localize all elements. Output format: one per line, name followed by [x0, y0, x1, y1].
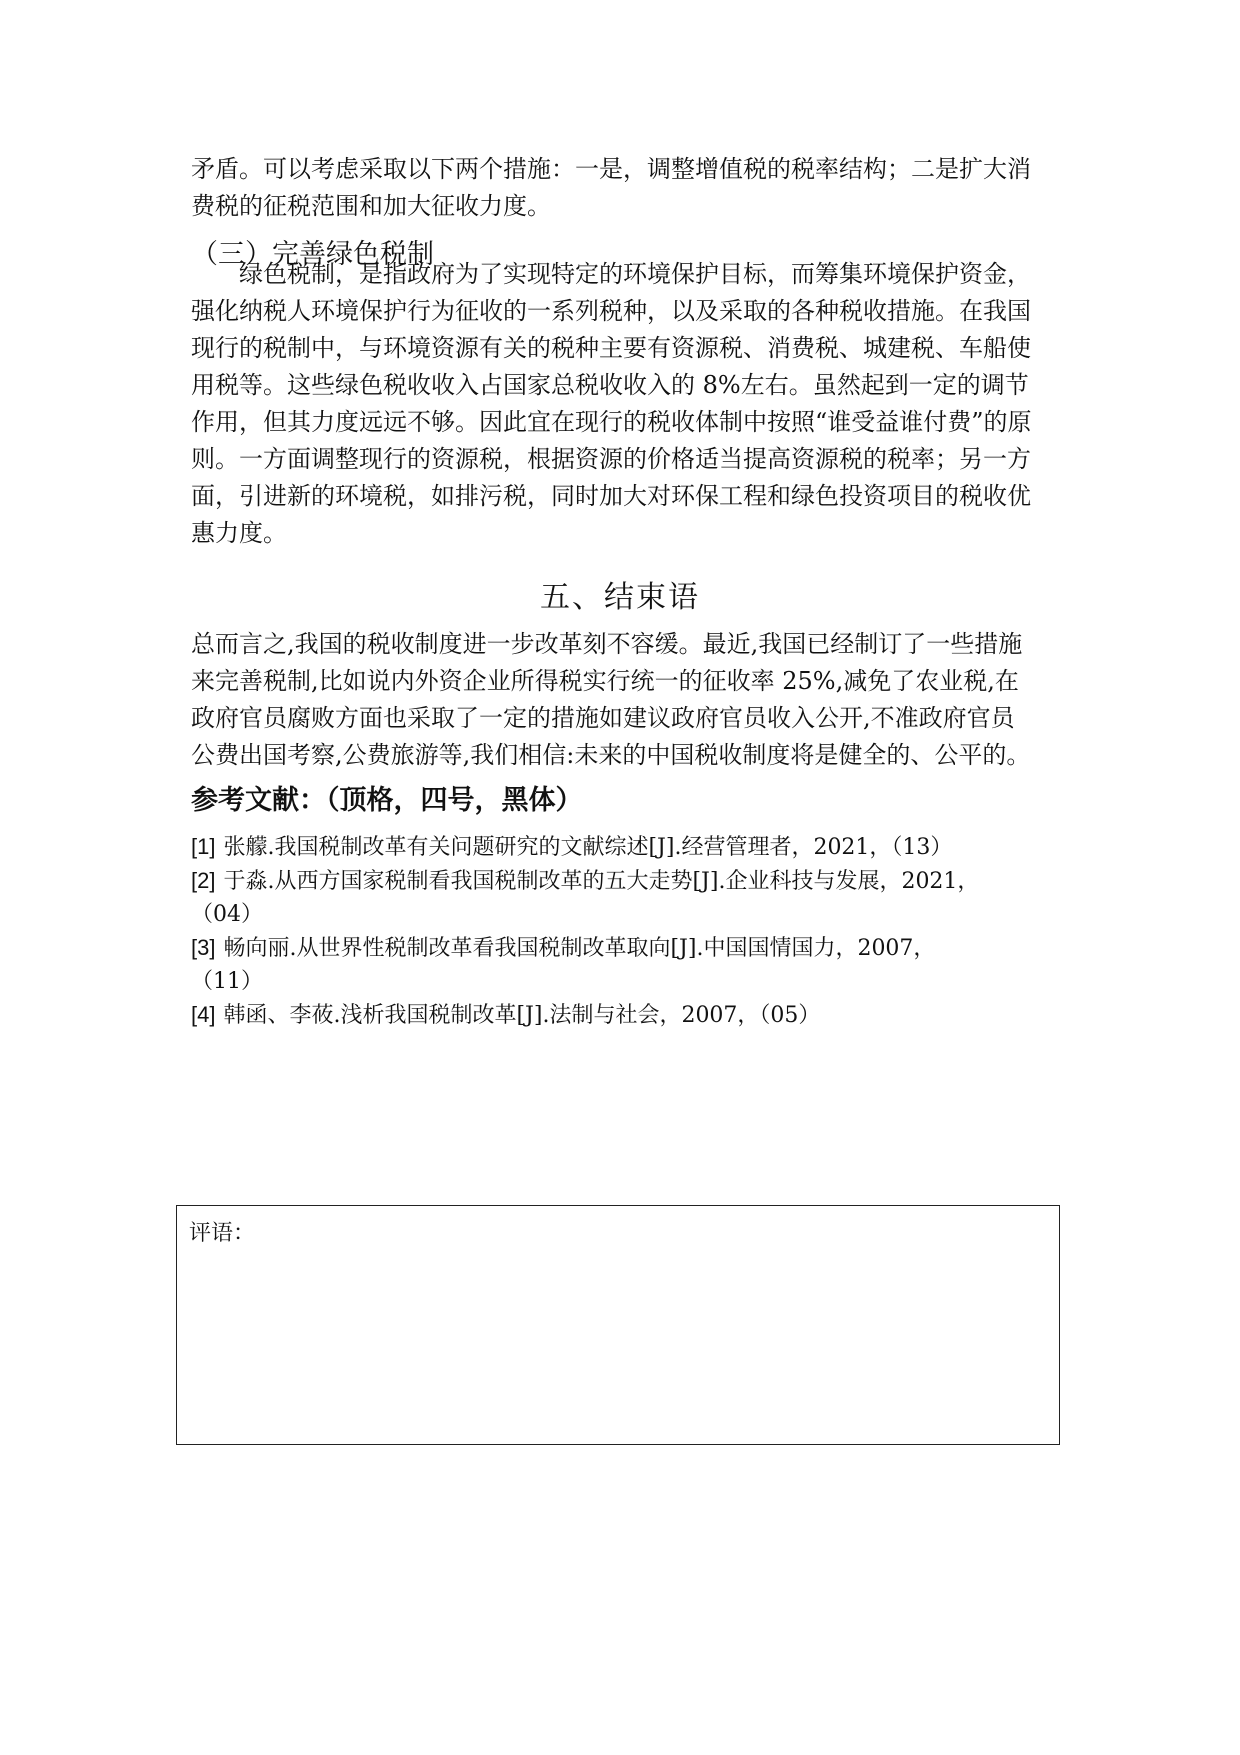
conclusion-paragraph — [191, 626, 1061, 774]
text-line: 面，引进新的环境税，如排污税，同时加大对环保工程和绿色投资项目的税收优 — [191, 482, 1031, 510]
reference-item — [191, 931, 1071, 998]
references-list — [191, 830, 1071, 1032]
text-line: 用税等。这些绿色税收收入占国家总税收收入的 8%左右。虽然起到一定的调节 — [191, 371, 1029, 399]
reference-number: [3] — [191, 935, 216, 960]
text-line: 惠力度。 — [191, 519, 287, 547]
text-line: 现行的税制中，与环境资源有关的税种主要有资源税、消费税、城建税、车船使 — [191, 334, 1031, 362]
reference-item — [191, 864, 1071, 931]
reference-number: [2] — [191, 868, 216, 893]
reference-number: [4] — [191, 1002, 216, 1027]
text-line: 作用，但其力度远远不够。因此宜在现行的税收体制中按照“谁受益谁付费”的原 — [191, 408, 1032, 436]
green-tax-paragraph — [191, 256, 1061, 552]
text-line: 公费出国考察,公费旅游等,我们相信:未来的中国税收制度将是健全的、公平的。 — [191, 741, 1031, 769]
text-line: 矛盾。可以考虑采取以下两个措施：一是，调整增值税的税率结构；二是扩大消 — [191, 155, 1031, 183]
intro-paragraph — [191, 151, 1061, 225]
text-line: 来完善税制,比如说内外资企业所得税实行统一的征收率 25%,减免了农业税,在 — [191, 667, 1019, 695]
reference-text-continued: （11） — [191, 969, 263, 994]
reference-text-continued: （04） — [191, 902, 263, 927]
reference-number: [1] — [191, 834, 216, 859]
comment-label: 评语： — [189, 1221, 256, 1246]
reference-text: 张艨.我国税制改革有关问题研究的文献综述[J].经营管理者，2021，（13） — [223, 835, 953, 860]
reference-text: 畅向丽.从世界性税制改革看我国税制改革取向[J].中国国情国力，2007， — [223, 936, 936, 961]
reference-item — [191, 830, 1071, 864]
section-heading-green-tax: （三）完善绿色税制 — [191, 239, 434, 270]
text-line: 费税的征税范围和加大征收力度。 — [191, 192, 551, 220]
reference-text: 韩函、李莜.浅析我国税制改革[J].法制与社会，2007，（05） — [223, 1003, 821, 1028]
comment-box[interactable] — [176, 1205, 1060, 1445]
conclusion-heading: 五、结束语 — [540, 580, 700, 615]
reference-item — [191, 998, 1071, 1032]
text-line: 绿色税制，是指政府为了实现特定的环境保护目标，而筹集环境保护资金， — [239, 260, 1031, 288]
text-line: 则。一方面调整现行的资源税，根据资源的价格适当提高资源税的税率；另一方 — [191, 445, 1031, 473]
reference-text: 于淼.从西方国家税制看我国税制改革的五大走势[J].企业科技与发展，2021， — [223, 869, 980, 894]
text-line: 强化纳税人环境保护行为征收的一系列税种，以及采取的各种税收措施。在我国 — [191, 297, 1031, 325]
references-title: 参考文献：（顶格，四号，黑体） — [191, 785, 583, 816]
text-line: 政府官员腐败方面也采取了一定的措施如建议政府官员收入公开,不准政府官员 — [191, 704, 1015, 732]
text-line: 总而言之,我国的税收制度进一步改革刻不容缓。最近,我国已经制订了一些措施 — [191, 630, 1023, 658]
